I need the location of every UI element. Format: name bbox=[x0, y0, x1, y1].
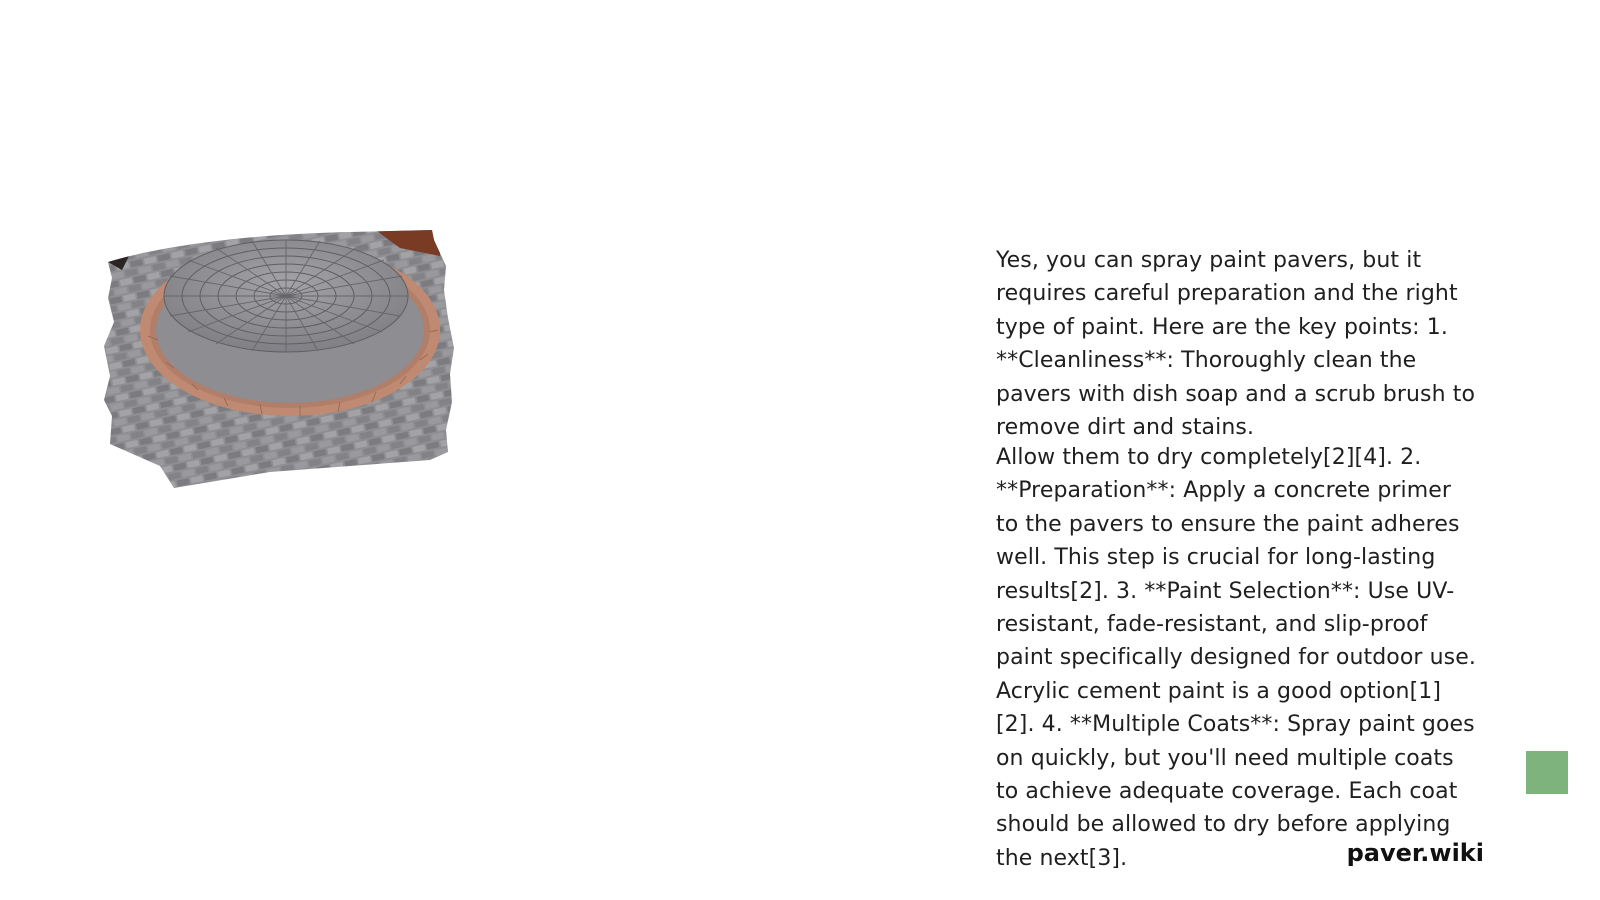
answer-text-part-2: Allow them to dry completely[2][4]. 2. **Preparation**: Apply a concrete primer to the pavers to ensure the paint adheres well. This step is crucial for long-lasting results[2]. 3. **Paint Selection**: Use UV-resistant, fade-resistant, and slip-proof paint specifically designed for outdoor use. Acrylic cement paint is a good option[1][2]. 4. **Multiple Coats**: Spray paint goes on quickly, but you'll need multiple coats to achieve adequate coverage. Each coat should be allowed to dry before applying the next[3]. bbox=[996, 445, 1476, 871]
paver-patio-image bbox=[100, 226, 462, 492]
answer-text-part-1: Yes, you can spray paint pavers, but it requires careful preparation and the right type of paint. Here are the key points: 1. **Cleanliness**: Thoroughly clean the pavers with dish soap and a scrub brush to remove dirt and stains. bbox=[996, 248, 1476, 441]
site-brand: paver.wiki bbox=[1346, 839, 1484, 867]
accent-block bbox=[1526, 751, 1568, 794]
